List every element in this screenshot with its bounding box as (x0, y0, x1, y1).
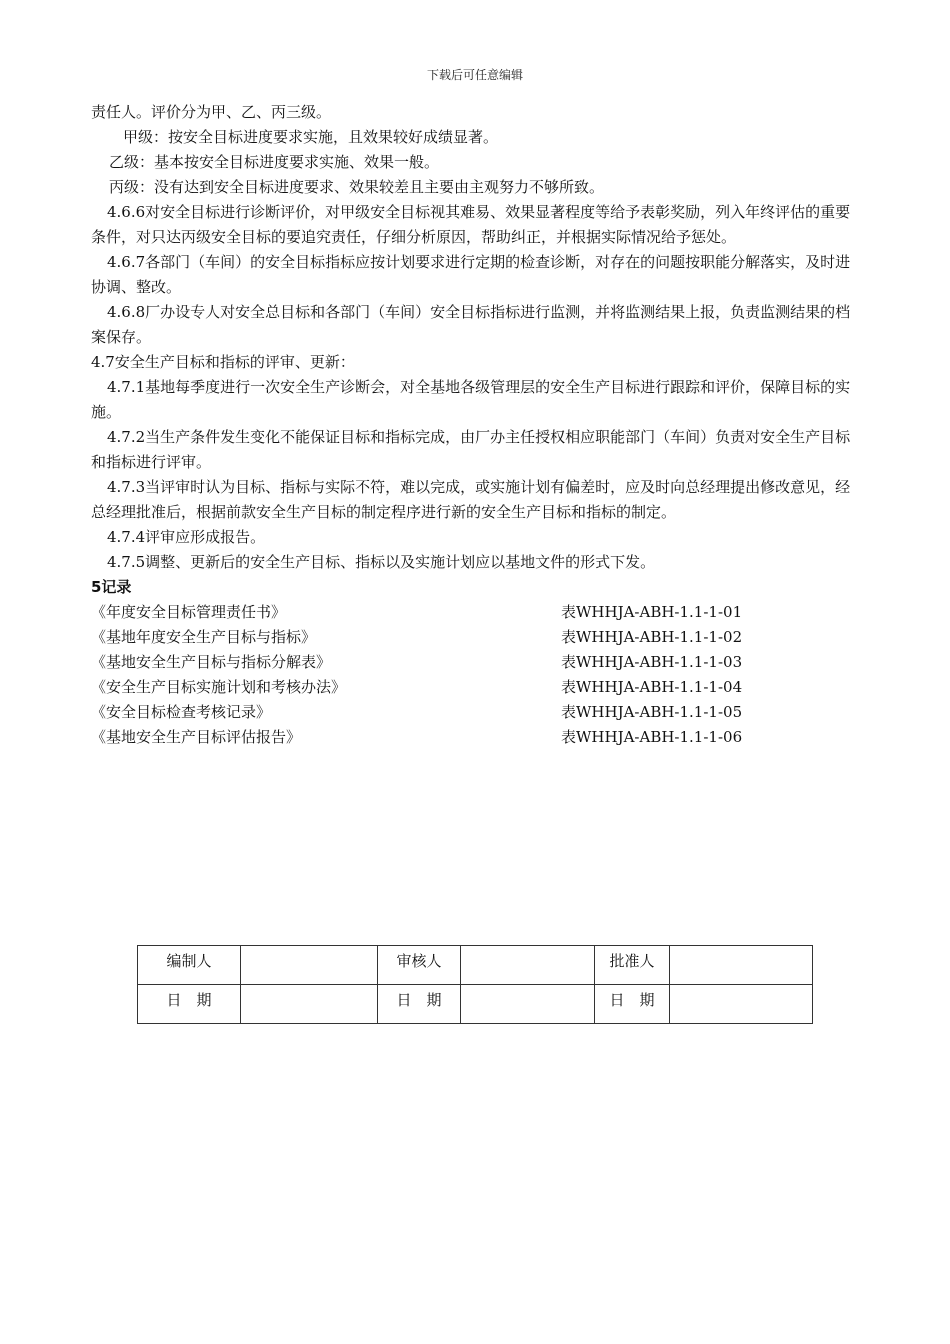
reviewer-date-label: 日 期 (378, 985, 461, 1024)
paragraph-4-7-2: 4.7.2当生产条件发生变化不能保证目标和指标完成，由厂办主任授权相应职能部门（车间）负责对安全生产目标和指标进行评审。 (91, 428, 851, 471)
page-header: 下载后可任意编辑 (426, 68, 523, 82)
record-code: 表WHHJA-ABH-1.1-1-02 (561, 628, 743, 646)
heading-4-7: 4.7安全生产目标和指标的评审、更新： (91, 353, 355, 371)
reviewer-value-cell (461, 946, 595, 985)
record-name: 《安全生产目标实施计划和考核办法》 (91, 678, 347, 696)
compiler-label: 编制人 (138, 946, 241, 985)
reviewer-label: 审核人 (378, 946, 461, 985)
signoff-table (137, 945, 813, 1024)
compiler-date-label: 日 期 (138, 985, 241, 1024)
approver-date-label: 日 期 (595, 985, 670, 1024)
record-code: 表WHHJA-ABH-1.1-1-03 (561, 653, 743, 671)
record-name: 《基地安全生产目标评估报告》 (91, 728, 302, 746)
record-item (91, 625, 861, 650)
signoff-row-dates (138, 985, 813, 1024)
record-code: 表WHHJA-ABH-1.1-1-01 (561, 603, 743, 621)
record-item (91, 700, 861, 725)
record-item (91, 675, 861, 700)
paragraph-grade-c: 丙级：没有达到安全目标进度要求、效果较差且主要由主观努力不够所致。 (109, 178, 605, 196)
paragraph-grade-b: 乙级：基本按安全目标进度要求实施、效果一般。 (109, 153, 440, 171)
paragraph-4-7-3: 4.7.3当评审时认为目标、指标与实际不符，难以完成，或实施计划有偏差时，应及时向总经理提出修改意见，经总经理批准后，根据前款安全生产目标的制定程序进行新的安全生产目标和指标的制定。 (91, 478, 851, 521)
approver-label: 批准人 (595, 946, 670, 985)
paragraph-grade-a: 甲级：按安全目标进度要求实施，且效果较好成绩显著。 (123, 128, 499, 146)
record-item (91, 600, 861, 625)
record-name: 《基地安全生产目标与指标分解表》 (91, 653, 332, 671)
record-item (91, 725, 861, 750)
record-name: 《年度安全目标管理责任书》 (91, 603, 287, 621)
paragraph-4-6-7: 4.6.7各部门（车间）的安全目标指标应按计划要求进行定期的检查诊断，对存在的问题按职能分解落实，及时进协调、整改。 (91, 253, 851, 296)
signoff-row-names (138, 946, 813, 985)
reviewer-date-cell (461, 985, 595, 1024)
document-body (91, 100, 861, 750)
record-name: 《基地年度安全生产目标与指标》 (91, 628, 317, 646)
compiler-date-cell (241, 985, 378, 1024)
paragraph-4-7-4: 4.7.4评审应形成报告。 (107, 528, 266, 546)
records-title: 5记录 (91, 578, 132, 596)
record-code: 表WHHJA-ABH-1.1-1-04 (561, 678, 743, 696)
paragraph-4-7-5: 4.7.5调整、更新后的安全生产目标、指标以及实施计划应以基地文件的形式下发。 (107, 553, 656, 571)
record-item (91, 650, 861, 675)
compiler-value-cell (241, 946, 378, 985)
paragraph-4-6-6: 4.6.6对安全目标进行诊断评价，对甲级安全目标视其难易、效果显著程度等给予表彰奖励，列入年终评估的重要条件，对只达丙级安全目标的要追究责任，仔细分析原因，帮助纠正，并根据实际情况给予惩处。 (91, 203, 851, 246)
paragraph-4-6-8: 4.6.8厂办设专人对安全总目标和各部门（车间）安全目标指标进行监测，并将监测结果上报，负责监测结果的档案保存。 (91, 303, 851, 346)
record-code: 表WHHJA-ABH-1.1-1-06 (561, 728, 743, 746)
approver-date-cell (670, 985, 813, 1024)
record-code: 表WHHJA-ABH-1.1-1-05 (561, 703, 743, 721)
record-name: 《安全目标检查考核记录》 (91, 703, 272, 721)
paragraph-4-7-1: 4.7.1基地每季度进行一次安全生产诊断会，对全基地各级管理层的安全生产目标进行跟踪和评价，保障目标的实施。 (91, 378, 851, 421)
paragraph-responsible: 责任人。评价分为甲、乙、丙三级。 (91, 103, 332, 121)
approver-value-cell (670, 946, 813, 985)
records-list (91, 600, 861, 750)
